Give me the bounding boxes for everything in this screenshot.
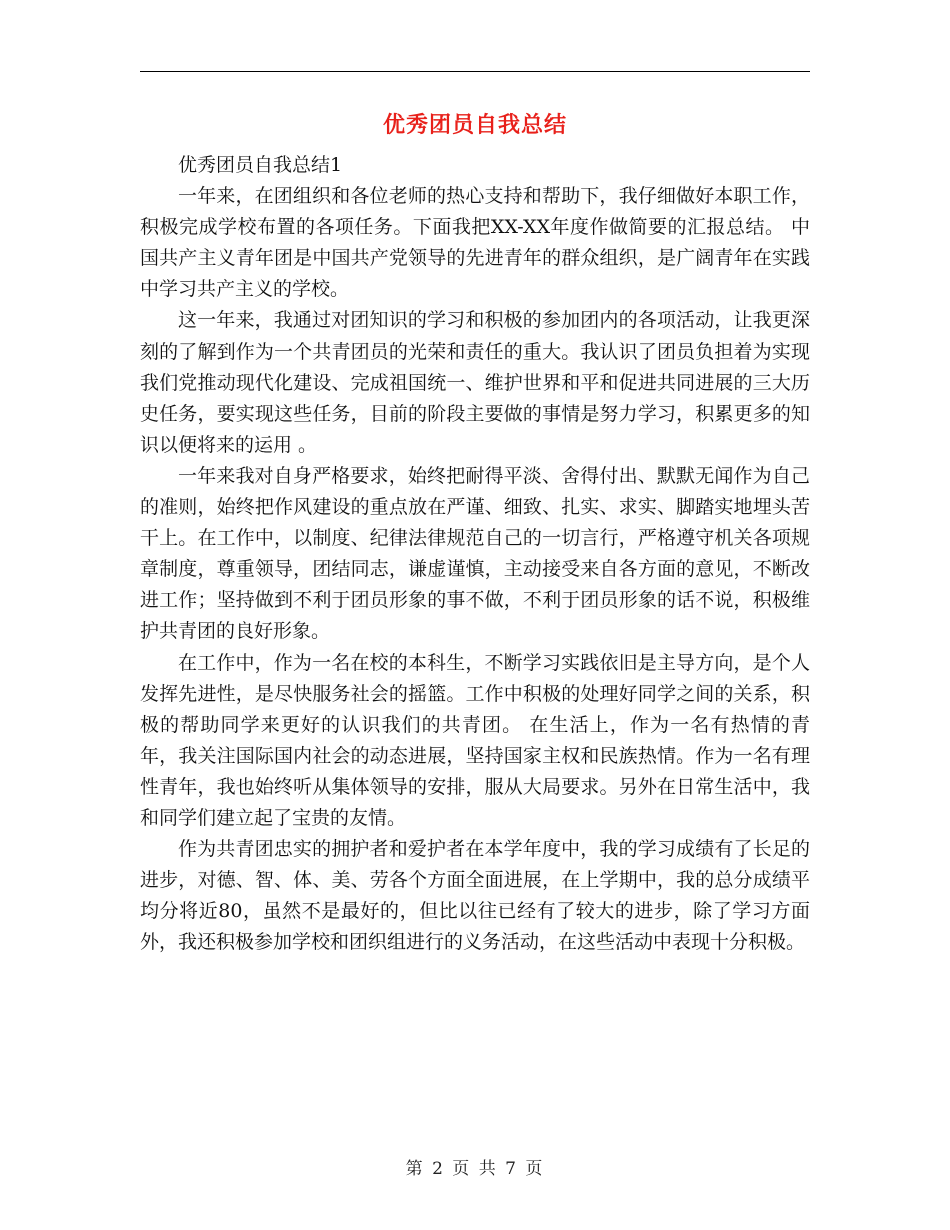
paragraph-2: 这一年来，我通过对团知识的学习和积极的参加团内的各项活动，让我更深刻的了解到作为一个共青团员的光荣和责任的重大。我认识了团员负担着为实现我们党推动现代化建设、完成祖国统一、维护世界和平和促进共同进展的三大历史任务，要实现这些任务，目前的阶段主要做的事情是努力学习，积累更多的知识以便将来的运用 。 [140, 309, 810, 456]
document-title: 优秀团员自我总结 [382, 112, 567, 138]
section-heading: 优秀团员自我总结1 [178, 154, 343, 176]
paragraph-4: 在工作中，作为一名在校的本科生，不断学习实践依旧是主导方向，是个人发挥先进性，是尽快服务社会的摇篮。工作中积极的处理好同学之间的关系，积极的帮助同学来更好的认识我们的共青团。 在生活上，作为一名有热情的青年，我关注国际国内社会的动态进展，坚持国家主权和民族热情。作为一名有理性青年，我也始终听从集体领导的安排，服从大局要求。另外在日常生活中，我和同学们建立起了宝贵的友情。 [140, 651, 810, 829]
paragraph-3: 一年来我对自身严格要求，始终把耐得平淡、舍得付出、默默无闻作为自己的准则，始终把作风建设的重点放在严谨、细致、扎实、求实、脚踏实地埋头苦干上。在工作中，以制度、纪律法律规范自己的一切言行，严格遵守机关各项规章制度，尊重领导，团结同志，谦虚谨慎，主动接受来自各方面的意见，不断改进工作；坚持做到不利于团员形象的事不做，不利于团员形象的话不说，积极维护共青团的良好形象。 [140, 464, 810, 643]
paragraph-1: 一年来，在团组织和各位老师的热心支持和帮助下，我仔细做好本职工作，积极完成学校布置的各项任务。下面我把XX-XX年度作做简要的汇报总结。 中国共产主义青年团是中国共产党领导的先进青年的群众组织，是广阔青年在实践中学习共产主义的学校。 [140, 185, 810, 301]
document-body [140, 150, 810, 958]
page-number: 第 2 页 共 7 页 [405, 1159, 545, 1179]
paragraph-5: 作为共青团忠实的拥护者和爱护者在本学年度中，我的学习成绩有了长足的进步，对德、智、体、美、劳各个方面全面进展，在上学期中，我的总分成绩平均分将近80，虽然不是最好的，但比以往已经有了较大的进步，除了学习方面外，我还积极参加学校和团织组进行的义务活动，在这些活动中表现十分积极。 [140, 838, 810, 954]
header-rule [140, 71, 810, 72]
